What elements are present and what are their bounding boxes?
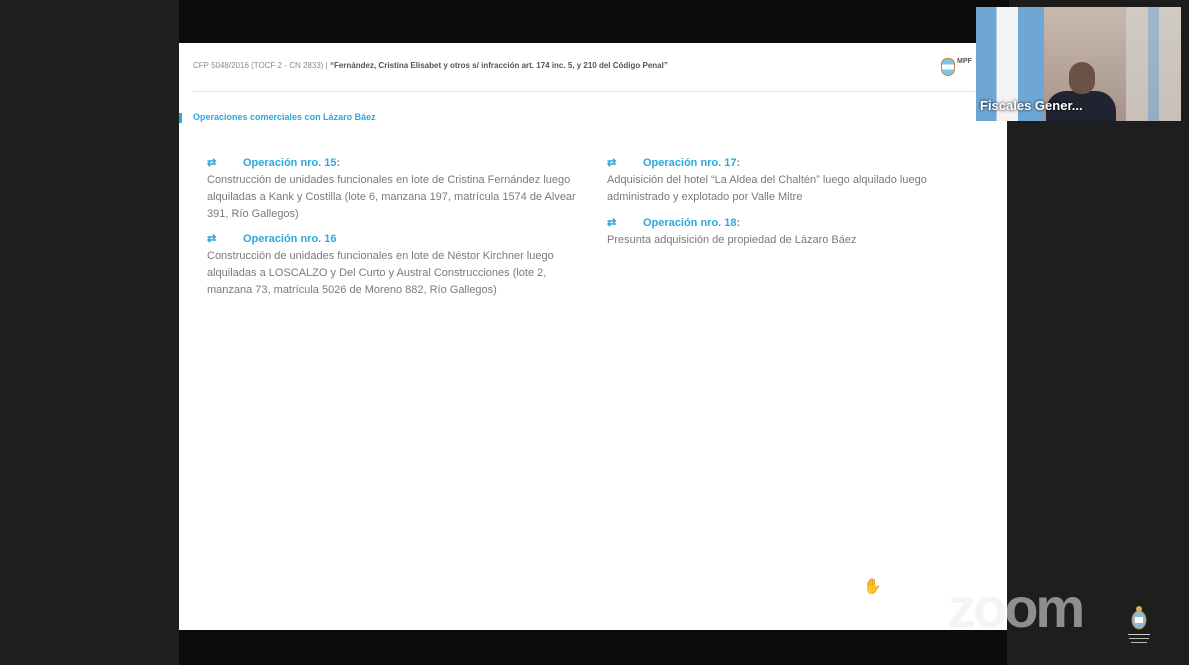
slide-header [193, 61, 668, 70]
zoom-watermark: zoom [948, 576, 1083, 639]
operation-title: Operación nro. 16 [243, 233, 337, 245]
exchange-arrows-icon: ⇄ [607, 217, 617, 229]
operation-title: Operación nro. 15: [243, 157, 341, 169]
operation-17 [607, 155, 967, 206]
exchange-arrows-icon: ⇄ [207, 233, 217, 245]
operation-16 [207, 231, 587, 299]
exchange-arrows-icon: ⇄ [207, 157, 217, 169]
operation-15 [207, 155, 587, 223]
top-letterbox [179, 0, 1009, 43]
institution-seal-icon [1124, 604, 1154, 654]
mpf-logo-text: MPF [957, 58, 972, 65]
left-letterbox [0, 0, 179, 665]
hand-cursor-icon: ✋ [863, 578, 882, 595]
participant-head [1069, 62, 1095, 94]
operation-description: Presunta adquisición de propiedad de Lázaro Báez [607, 234, 857, 246]
operation-description: Construcción de unidades funcionales en lote de Néstor Kirchner luego alquiladas a LOSCALZO y Del Curto y Austral Construcciones (lote 2, manzana 73, matrícula 5026 de Moreno 882, Río Gallegos) [207, 250, 554, 296]
operation-title: Operación nro. 18: [643, 217, 741, 229]
section-title: Operaciones comerciales con Lázaro Báez [193, 112, 376, 122]
operation-18 [607, 215, 967, 249]
operation-description: Construcción de unidades funcionales en lote de Cristina Fernández luego alquiladas a Kank y Costilla (lote 6, manzana 197, matrícula 1574 de Alvear 391, Río Gallegos) [207, 174, 576, 220]
operation-description: Adquisición del hotel “La Aldea del Chaltén” luego alquilado luego administrado y explotado por Valle Mitre [607, 174, 927, 203]
case-number: CFP 5048/2016 (TOCF 2 - CN 2833) | [193, 61, 328, 70]
bottom-letterbox [179, 630, 1009, 665]
exchange-arrows-icon: ⇄ [607, 157, 617, 169]
flag-background-right [1126, 7, 1181, 121]
coat-of-arms-icon [941, 58, 955, 76]
shared-slide [179, 43, 1007, 630]
case-title: “Fernández, Cristina Elisabet y otros s/ infracción art. 174 inc. 5, y 210 del Código Penal” [329, 61, 668, 70]
participant-video-tile[interactable] [976, 7, 1181, 121]
participant-name: Fiscales Gener... [980, 98, 1083, 113]
header-divider [193, 91, 975, 92]
section-marker [179, 113, 182, 123]
operation-title: Operación nro. 17: [643, 157, 741, 169]
